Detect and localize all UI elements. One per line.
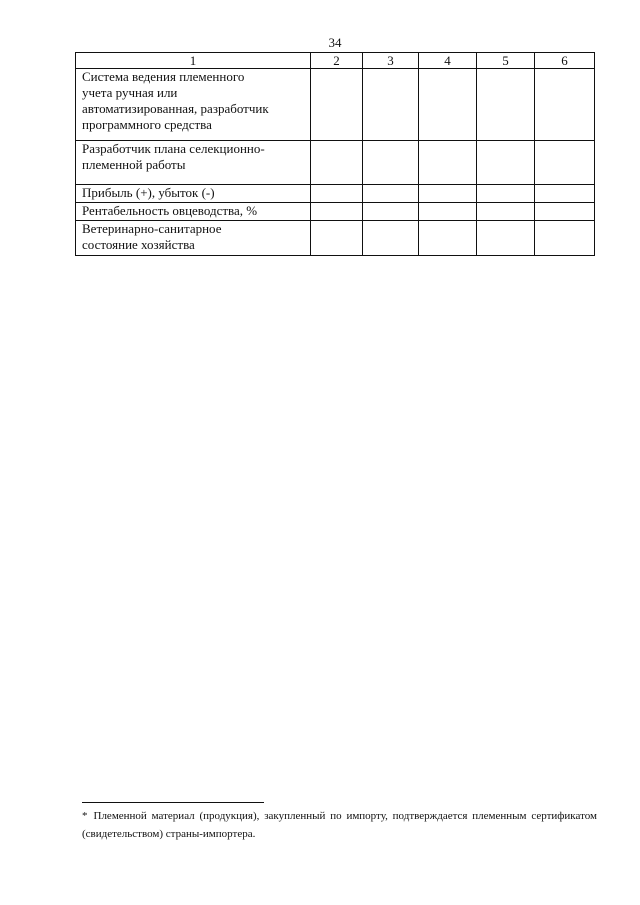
empty-cell	[535, 185, 595, 203]
column-header: 2	[311, 53, 363, 69]
table-row	[76, 221, 595, 256]
empty-cell	[419, 185, 477, 203]
table-row	[76, 69, 595, 141]
empty-cell	[363, 221, 419, 256]
empty-cell	[477, 185, 535, 203]
empty-cell	[311, 69, 363, 141]
row-label-line: программного средства	[82, 117, 212, 132]
table-header-row	[76, 53, 595, 69]
empty-cell	[311, 141, 363, 185]
page-number: 34	[328, 35, 342, 50]
row-label-line: племенной работы	[82, 157, 186, 172]
empty-cell	[363, 69, 419, 141]
table-row	[76, 185, 595, 203]
column-header: 4	[419, 53, 477, 69]
row-label-line: Ветеринарно-санитарное	[82, 221, 222, 236]
footnote-text: Племенной материал (продукция), закупленный по импорту, подтверждается племенным сертификатом (свидетельством) страны-импортера.	[82, 810, 597, 840]
empty-cell	[535, 221, 595, 256]
row-label	[76, 203, 311, 221]
empty-cell	[477, 141, 535, 185]
data-table	[75, 52, 595, 256]
footnote-marker: *	[82, 810, 88, 822]
empty-cell	[311, 185, 363, 203]
empty-cell	[419, 141, 477, 185]
empty-cell	[477, 203, 535, 221]
row-label-line: учета ручная или	[82, 85, 178, 100]
empty-cell	[363, 185, 419, 203]
empty-cell	[363, 203, 419, 221]
empty-cell	[311, 221, 363, 256]
row-label-line: автоматизированная, разработчик	[82, 101, 269, 116]
empty-cell	[477, 221, 535, 256]
empty-cell	[311, 203, 363, 221]
column-header: 6	[535, 53, 595, 69]
row-label-line: Система ведения племенного	[82, 69, 245, 84]
row-label-line: Рентабельность овцеводства, %	[82, 203, 258, 218]
empty-cell	[535, 141, 595, 185]
column-header: 3	[363, 53, 419, 69]
empty-cell	[419, 69, 477, 141]
empty-cell	[535, 69, 595, 141]
footnote	[82, 807, 597, 843]
column-header: 5	[477, 53, 535, 69]
empty-cell	[477, 69, 535, 141]
empty-cell	[535, 203, 595, 221]
footnote-divider	[82, 802, 264, 803]
row-label-line: Прибыль (+), убыток (-)	[82, 185, 215, 200]
empty-cell	[419, 203, 477, 221]
row-label-line: Разработчик плана селекционно-	[82, 141, 265, 156]
row-label	[76, 221, 311, 256]
row-label	[76, 141, 311, 185]
table-row	[76, 203, 595, 221]
table-row	[76, 141, 595, 185]
empty-cell	[419, 221, 477, 256]
row-label-line: состояние хозяйства	[82, 237, 195, 252]
empty-cell	[363, 141, 419, 185]
column-header: 1	[76, 53, 311, 69]
row-label	[76, 69, 311, 141]
row-label	[76, 185, 311, 203]
